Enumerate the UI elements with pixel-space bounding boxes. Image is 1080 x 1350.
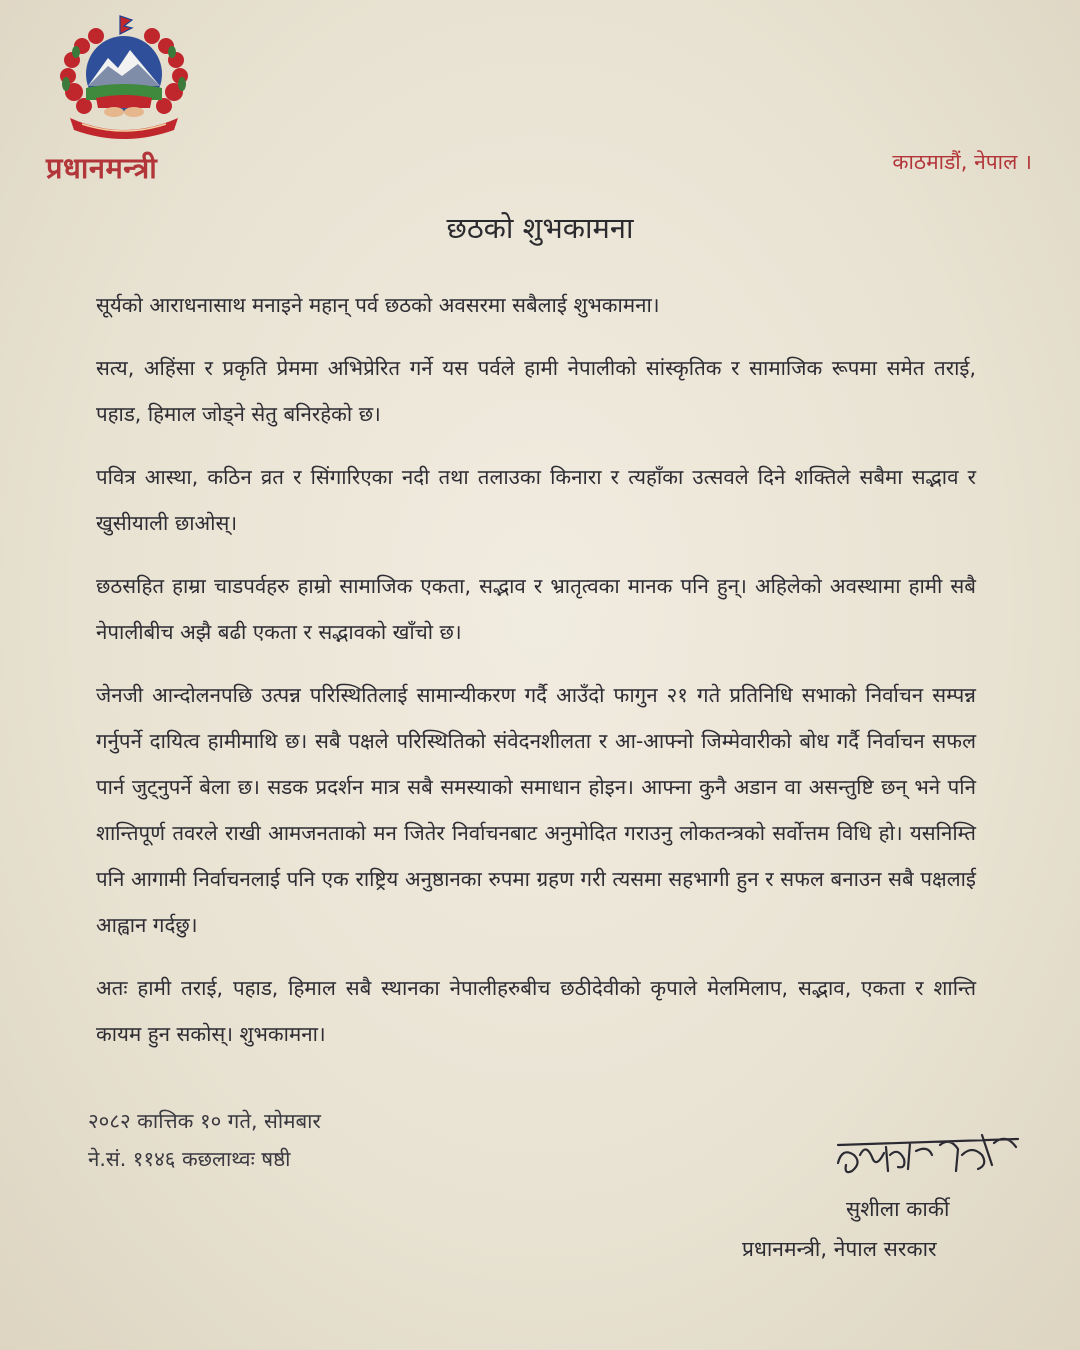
paragraph: पवित्र आस्था, कठिन व्रत र सिंगारिएका नदी तथा तलाउका किनारा र त्यहाँका उत्सवले दिने शक्तिले सबैमा सद्भाव र खुसीयाली छाओस्। bbox=[96, 465, 976, 535]
office-title: प्रधानमन्त्री bbox=[46, 151, 158, 185]
paragraph: सूर्यको आराधनासाथ मनाइने महान् पर्व छठको अवसरमा सबैलाई शुभकामना। bbox=[96, 293, 660, 317]
letter-heading: छठको शुभकामना bbox=[446, 211, 634, 245]
signer-name: सुशीला कार्की bbox=[846, 1197, 950, 1221]
paragraph: जेनजी आन्दोलनपछि उत्पन्न परिस्थितिलाई सामान्यीकरण गर्दै आउँदो फागुन २१ गते प्रतिनिधि सभाको निर्वाचन सम्पन्न गर्नुपर्ने दायित्व हामीमाथि छ। सबै पक्षले परिस्थितिको संवेदनशीलता र आ-आफ्नो जिम्मेवारीको बोध गर्दै निर्वाचन सफल पार्न जुट्नुपर्ने बेला छ। सडक प्रदर्शन मात्र सबै समस्याको समाधान होइन। आफ्ना कुनै अडान वा असन्तुष्टि छन् भने पनि शान्तिपूर्ण तवरले राखी आमजनताको मन जितेर निर्वाचनबाट अनुमोदित गराउनु लोकतन्त्रको सर्वोत्तम विधि हो। यसनिम्ति पनि आगामी निर्वाचनलाई पनि एक राष्ट्रिय अनुष्ठानका रुपमा ग्रहण गरी त्यसमा सहभागी हुन र सफल बनाउन सबै पक्षलाई आह्वान गर्दछु। bbox=[96, 683, 976, 937]
paragraph: सत्य, अहिंसा र प्रकृति प्रेममा अभिप्रेरित गर्ने यस पर्वले हामी नेपालीको सांस्कृतिक र सामाजिक रूपमा समेत तराई, पहाड, हिमाल जोड्ने सेतु बनिरहेको छ। bbox=[96, 356, 976, 426]
date-bs: २०८२ कात्तिक १० गते, सोमबार bbox=[88, 1109, 321, 1133]
nepal-emblem-icon bbox=[52, 14, 196, 146]
paragraph: छठसहित हाम्रा चाडपर्वहरु हाम्रो सामाजिक एकता, सद्भाव र भ्रातृत्वका मानक पनि हुन्। अहिलेको अवस्थामा हामी सबै नेपालीबीच अझै बढी एकता र सद्भावको खाँचो छ। bbox=[96, 574, 976, 644]
date-ns: ने.सं. ११४६ कछलाथ्वः षष्ठी bbox=[88, 1147, 291, 1171]
signer-title: प्रधानमन्त्री, नेपाल सरकार bbox=[742, 1237, 937, 1261]
paragraph: अतः हामी तराई, पहाड, हिमाल सबै स्थानका नेपालीहरुबीच छठीदेवीको कृपाले मेलमिलाप, सद्भाव, एकता र शान्ति कायम हुन सकोस्। शुभकामना। bbox=[96, 976, 976, 1046]
date-block bbox=[88, 1102, 321, 1178]
place-line: काठमाडौं, नेपाल । bbox=[892, 150, 1032, 174]
signature-block bbox=[740, 1125, 1040, 1275]
handwritten-signature bbox=[832, 1125, 1022, 1185]
letter-body bbox=[96, 282, 976, 1074]
